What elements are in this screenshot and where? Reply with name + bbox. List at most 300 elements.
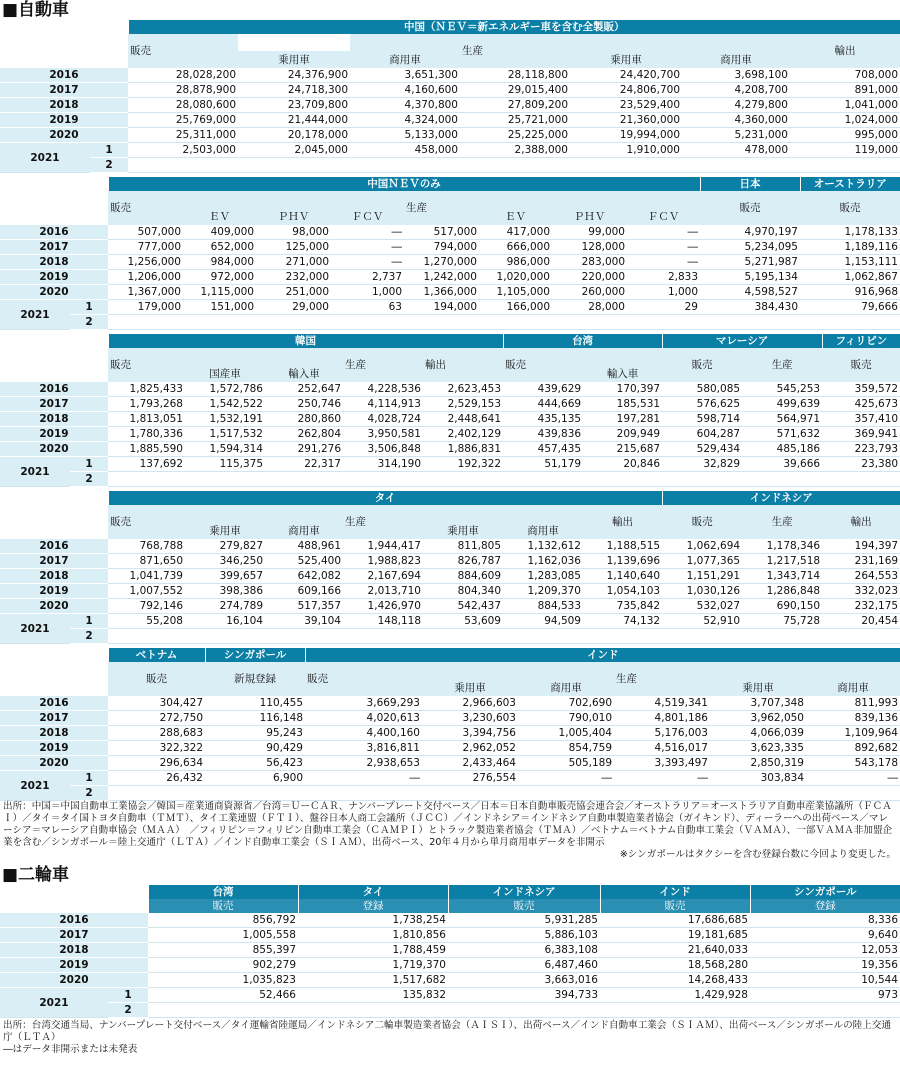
- value-cell: 598,714: [662, 412, 742, 427]
- year-label: 2016: [0, 382, 108, 397]
- value-cell: 1,813,051: [108, 412, 185, 427]
- value-cell: 2,962,052: [422, 741, 518, 756]
- value-cell: [185, 472, 265, 487]
- month-label: 2: [70, 472, 108, 487]
- value-cell: 25,721,000: [460, 113, 570, 128]
- value-cell: 90,429: [205, 741, 305, 756]
- value-cell: ―: [331, 240, 404, 255]
- value-cell: 4,324,000: [350, 113, 460, 128]
- value-cell: [343, 629, 423, 644]
- value-cell: 151,000: [183, 300, 256, 315]
- month-label: 1: [108, 988, 148, 1003]
- value-cell: [790, 158, 900, 173]
- singapore-note: ※シンガポールはタクシーを含む登録台数に今回より変更した。: [619, 849, 896, 860]
- value-cell: 215,687: [583, 442, 662, 457]
- value-cell: 170,397: [583, 382, 662, 397]
- header-thailand: タイ: [108, 491, 662, 505]
- value-cell: 1,005,404: [518, 726, 614, 741]
- header-sales: 販売: [700, 191, 800, 225]
- year-label: 2017: [0, 240, 108, 255]
- header-sales: 販売: [800, 191, 900, 225]
- value-cell: 28,000: [552, 300, 627, 315]
- value-cell: 2,833: [627, 270, 700, 285]
- value-cell: 478,000: [682, 143, 790, 158]
- value-cell: 98,000: [256, 225, 331, 240]
- year-label: 2019: [0, 270, 108, 285]
- header-new-registration: 新規登録: [205, 662, 305, 696]
- value-cell: 4,066,039: [710, 726, 806, 741]
- value-cell: 777,000: [108, 240, 183, 255]
- value-cell: [750, 1003, 900, 1018]
- value-cell: 3,816,811: [305, 741, 422, 756]
- value-cell: [583, 629, 662, 644]
- value-cell: 19,181,685: [600, 928, 750, 943]
- table-row: [0, 756, 900, 771]
- year-label: 2020: [0, 285, 108, 300]
- value-cell: 3,698,100: [682, 68, 790, 83]
- value-cell: 1,153,111: [800, 255, 900, 270]
- header-production: 生産: [742, 505, 822, 539]
- section-title-motorcycle: ■二輪車: [2, 865, 70, 885]
- year-2021-label: 2021: [0, 143, 90, 173]
- table-row: [0, 988, 900, 1003]
- year-label: 2016: [0, 696, 108, 711]
- value-cell: 1,719,370: [298, 958, 448, 973]
- value-cell: 1,189,116: [800, 240, 900, 255]
- value-cell: 1,151,291: [662, 569, 742, 584]
- value-cell: 28,118,800: [460, 68, 570, 83]
- value-cell: 272,750: [108, 711, 205, 726]
- value-cell: 125,000: [256, 240, 331, 255]
- value-cell: 768,788: [108, 539, 185, 554]
- value-cell: [662, 629, 742, 644]
- year-label: 2020: [0, 599, 108, 614]
- value-cell: [682, 158, 790, 173]
- year-2021-label: 2021: [0, 614, 70, 644]
- value-cell: 2,167,694: [343, 569, 423, 584]
- value-cell: 63: [331, 300, 404, 315]
- header-japan: 日本: [700, 177, 800, 191]
- value-cell: [448, 1003, 600, 1018]
- table-row: [0, 786, 900, 801]
- value-cell: 916,968: [800, 285, 900, 300]
- value-cell: [185, 629, 265, 644]
- value-cell: 439,836: [503, 427, 583, 442]
- value-cell: 2,938,653: [305, 756, 422, 771]
- table-row: [0, 472, 900, 487]
- value-cell: [460, 158, 570, 173]
- value-cell: [422, 786, 518, 801]
- value-cell: 1,542,522: [185, 397, 265, 412]
- value-cell: 652,000: [183, 240, 256, 255]
- table-row: [0, 412, 900, 427]
- value-cell: 532,027: [662, 599, 742, 614]
- year-2021-label: 2021: [0, 988, 108, 1018]
- year-label: 2017: [0, 554, 108, 569]
- value-cell: 1,788,459: [298, 943, 448, 958]
- value-cell: 1,000: [331, 285, 404, 300]
- value-cell: ―: [331, 255, 404, 270]
- table-nev-japan-australia: [0, 177, 900, 330]
- header-production: 生産: [614, 662, 710, 696]
- value-cell: 505,189: [518, 756, 614, 771]
- table-row: [0, 240, 900, 255]
- header-passenger: 乗用車: [422, 679, 518, 696]
- value-cell: 23,529,400: [570, 98, 682, 113]
- table-row: [0, 158, 900, 173]
- value-cell: 1,738,254: [298, 913, 448, 928]
- table-row: [0, 457, 900, 472]
- header-vietnam: ベトナム: [108, 648, 205, 662]
- month-label: 1: [70, 457, 108, 472]
- header-commercial: 商用車: [806, 679, 900, 696]
- value-cell: 2,448,641: [423, 412, 503, 427]
- value-cell: 4,228,536: [343, 382, 423, 397]
- value-cell: 19,356: [750, 958, 900, 973]
- header-australia: オーストラリア: [800, 177, 900, 191]
- table-row: [0, 943, 900, 958]
- year-label: 2019: [0, 741, 108, 756]
- value-cell: 1,988,823: [343, 554, 423, 569]
- value-cell: 260,000: [552, 285, 627, 300]
- value-cell: ―: [614, 771, 710, 786]
- header-korea: 韓国: [108, 334, 503, 348]
- header-production: 生産: [404, 191, 479, 225]
- value-cell: [822, 472, 900, 487]
- value-cell: 1,532,191: [185, 412, 265, 427]
- year-label: 2018: [0, 412, 108, 427]
- value-cell: 1,206,000: [108, 270, 183, 285]
- table-row: [0, 741, 900, 756]
- header-sales: 販売: [108, 191, 183, 225]
- value-cell: 209,949: [583, 427, 662, 442]
- value-cell: 811,805: [423, 539, 503, 554]
- value-cell: 2,966,603: [422, 696, 518, 711]
- table-row: [0, 83, 900, 98]
- table-row: [0, 270, 900, 285]
- value-cell: 580,085: [662, 382, 742, 397]
- value-cell: [479, 315, 552, 330]
- value-cell: 95,243: [205, 726, 305, 741]
- table-china: [0, 20, 900, 173]
- value-cell: 543,178: [806, 756, 900, 771]
- value-cell: 856,792: [148, 913, 298, 928]
- value-cell: 346,250: [185, 554, 265, 569]
- value-cell: 3,663,016: [448, 973, 600, 988]
- value-cell: 137,692: [108, 457, 185, 472]
- value-cell: ―: [518, 771, 614, 786]
- value-cell: 1,115,000: [183, 285, 256, 300]
- header-sales: 販売: [128, 34, 238, 68]
- value-cell: 4,970,197: [700, 225, 800, 240]
- value-cell: [614, 786, 710, 801]
- value-cell: [806, 786, 900, 801]
- value-cell: 666,000: [479, 240, 552, 255]
- source-note-motorcycle: 出所：台湾交通当局、ナンバープレート交付ベース／タイ運輸省陸運局／インドネシア二輪車製造業者協会（ＡＩＳＩ）、出荷ベース／インド自動車工業会（ＳＩＡＭ）、出荷ベース／シンガポールの陸上交通庁（ＬＴＡ）: [3, 1020, 892, 1043]
- value-cell: [205, 786, 305, 801]
- header-commercial: 商用車: [265, 522, 343, 539]
- value-cell: 25,311,000: [128, 128, 238, 143]
- value-cell: 19,994,000: [570, 128, 682, 143]
- value-cell: 3,394,756: [422, 726, 518, 741]
- table-row: [0, 255, 900, 270]
- table-row: [0, 113, 900, 128]
- value-cell: 1,366,000: [404, 285, 479, 300]
- value-cell: 24,376,900: [238, 68, 350, 83]
- value-cell: 1,030,126: [662, 584, 742, 599]
- section-title-auto: ■自動車: [2, 0, 70, 20]
- value-cell: 1,429,928: [600, 988, 750, 1003]
- header-commercial: 商用車: [518, 679, 614, 696]
- header-singapore: シンガポール: [205, 648, 305, 662]
- year-label: 2017: [0, 397, 108, 412]
- month-label: 2: [70, 315, 108, 330]
- value-cell: 5,176,003: [614, 726, 710, 741]
- header-sales: 販売: [108, 505, 185, 539]
- value-cell: 1,140,640: [583, 569, 662, 584]
- value-cell: 1,217,518: [742, 554, 822, 569]
- value-cell: 1,885,590: [108, 442, 185, 457]
- header-indonesia: インドネシア: [662, 491, 900, 505]
- value-cell: 1,793,268: [108, 397, 185, 412]
- year-label: 2019: [0, 427, 108, 442]
- value-cell: 5,195,134: [700, 270, 800, 285]
- value-cell: [583, 472, 662, 487]
- value-cell: 32,829: [662, 457, 742, 472]
- value-cell: [518, 786, 614, 801]
- value-cell: 303,834: [710, 771, 806, 786]
- value-cell: 2,503,000: [128, 143, 238, 158]
- value-cell: 1,944,417: [343, 539, 423, 554]
- value-cell: [331, 315, 404, 330]
- header-country: タイ: [298, 885, 448, 899]
- value-cell: [742, 629, 822, 644]
- value-cell: 296,634: [108, 756, 205, 771]
- value-cell: 4,020,613: [305, 711, 422, 726]
- value-cell: ―: [627, 225, 700, 240]
- header-ev: ＥＶ: [183, 208, 256, 225]
- value-cell: 2,529,153: [423, 397, 503, 412]
- header-domestic: 国産車: [185, 365, 265, 382]
- value-cell: 902,279: [148, 958, 298, 973]
- value-cell: [148, 1003, 298, 1018]
- value-cell: 223,793: [822, 442, 900, 457]
- value-cell: 6,900: [205, 771, 305, 786]
- value-cell: 94,509: [503, 614, 583, 629]
- header-taiwan: 台湾: [503, 334, 662, 348]
- value-cell: 2,623,453: [423, 382, 503, 397]
- header-china: 中国（ＮＥＶ＝新エネルギー車を含む全製販）: [128, 20, 900, 34]
- value-cell: ―: [627, 240, 700, 255]
- value-cell: [265, 629, 343, 644]
- value-cell: 545,253: [742, 382, 822, 397]
- value-cell: 1,426,970: [343, 599, 423, 614]
- value-cell: ―: [627, 255, 700, 270]
- value-cell: 220,000: [552, 270, 627, 285]
- value-cell: [503, 472, 583, 487]
- table-row: [0, 771, 900, 786]
- value-cell: 1,005,558: [148, 928, 298, 943]
- header-metric: 販売: [448, 899, 600, 913]
- value-cell: [570, 158, 682, 173]
- source-note-auto: 出所：中国＝中国自動車工業協会／韓国＝産業通商資源省／台湾＝ＵーＣＡＲ、ナンバープレート交付ベース／日本＝日本自動車販売協会連合会／オーストラリア＝オーストラリア自動車産業協議所（ＦＣＡＩ）／タイ＝タイ国トヨタ自動車（ＴＭＴ）、タイ工業連盟（ＦＴＩ）、盤谷日本人商工会議所（ＪＣＣ）／インドネシア＝インドネシア自動車製造業者協会（ガイキンド）、ディーラーへの出荷ベース／マレーシア＝マレーシア自動車協会（ＭＡＡ） ／フィリピン＝フィリピン自動車工業会（ＣＡＭＰＩ）とトラック製造業者協会（ＴＭＡ）／ベトナム＝ベトナム自動車工業会（ＶＡＭＡ）、一部ＶＡＭＡ非加盟企業を含む／シンガポール＝陸上交通庁（ＬＴＡ）／インド自動車工業会（ＳＩＡＭ）、出荷ベース、20年４月から単月商用車データを非開示: [3, 801, 893, 848]
- table-row: [0, 285, 900, 300]
- month-label: 2: [108, 1003, 148, 1018]
- header-passenger: 乗用車: [238, 51, 350, 68]
- table-row: [0, 696, 900, 711]
- value-cell: 604,287: [662, 427, 742, 442]
- value-cell: 25,769,000: [128, 113, 238, 128]
- value-cell: 3,651,300: [350, 68, 460, 83]
- value-cell: 20,846: [583, 457, 662, 472]
- value-cell: [404, 315, 479, 330]
- year-2021-label: 2021: [0, 771, 70, 801]
- year-label: 2018: [0, 943, 148, 958]
- value-cell: 457,435: [503, 442, 583, 457]
- header-metric: 登録: [750, 899, 900, 913]
- value-cell: 1,041,739: [108, 569, 185, 584]
- value-cell: [343, 472, 423, 487]
- header-sales: 販売: [662, 348, 742, 382]
- value-cell: 1,256,000: [108, 255, 183, 270]
- value-cell: [108, 472, 185, 487]
- value-cell: 571,632: [742, 427, 822, 442]
- value-cell: 14,268,433: [600, 973, 750, 988]
- value-cell: 507,000: [108, 225, 183, 240]
- header-metric: 登録: [298, 899, 448, 913]
- value-cell: 251,000: [256, 285, 331, 300]
- value-cell: [423, 472, 503, 487]
- value-cell: 790,010: [518, 711, 614, 726]
- value-cell: 529,434: [662, 442, 742, 457]
- value-cell: 5,886,103: [448, 928, 600, 943]
- value-cell: 3,707,348: [710, 696, 806, 711]
- value-cell: 1,367,000: [108, 285, 183, 300]
- value-cell: 28,080,600: [128, 98, 238, 113]
- value-cell: 18,568,280: [600, 958, 750, 973]
- value-cell: 3,623,335: [710, 741, 806, 756]
- table-vietnam-singapore-india: [0, 648, 900, 801]
- value-cell: [108, 629, 185, 644]
- value-cell: 4,360,000: [682, 113, 790, 128]
- value-cell: 166,000: [479, 300, 552, 315]
- value-cell: 4,519,341: [614, 696, 710, 711]
- value-cell: 5,234,095: [700, 240, 800, 255]
- value-cell: 1,780,336: [108, 427, 185, 442]
- table-row: [0, 973, 900, 988]
- value-cell: 26,432: [108, 771, 205, 786]
- year-label: 2017: [0, 83, 128, 98]
- value-cell: 291,276: [265, 442, 343, 457]
- value-cell: 264,553: [822, 569, 900, 584]
- value-cell: 4,516,017: [614, 741, 710, 756]
- value-cell: 359,572: [822, 382, 900, 397]
- value-cell: 5,231,000: [682, 128, 790, 143]
- value-cell: 399,657: [185, 569, 265, 584]
- value-cell: 826,787: [423, 554, 503, 569]
- header-metric: 販売: [600, 899, 750, 913]
- value-cell: 28,028,200: [128, 68, 238, 83]
- value-cell: 839,136: [806, 711, 900, 726]
- value-cell: [298, 1003, 448, 1018]
- value-cell: 128,000: [552, 240, 627, 255]
- value-cell: 384,430: [700, 300, 800, 315]
- table-row: [0, 315, 900, 330]
- value-cell: 53,609: [423, 614, 503, 629]
- value-cell: 986,000: [479, 255, 552, 270]
- table-row: [0, 913, 900, 928]
- value-cell: 23,709,800: [238, 98, 350, 113]
- value-cell: 4,370,800: [350, 98, 460, 113]
- value-cell: 972,000: [183, 270, 256, 285]
- header-philippines: フィリピン: [822, 334, 900, 348]
- value-cell: 804,340: [423, 584, 503, 599]
- header-production: 生産: [460, 34, 570, 68]
- value-cell: 1,209,370: [503, 584, 583, 599]
- value-cell: 51,179: [503, 457, 583, 472]
- table-row: [0, 143, 900, 158]
- table-korea-taiwan-malaysia-philippines: [0, 334, 900, 487]
- value-cell: 1,517,682: [298, 973, 448, 988]
- table-row: [0, 726, 900, 741]
- value-cell: 25,225,000: [460, 128, 570, 143]
- value-cell: 9,640: [750, 928, 900, 943]
- value-cell: 499,639: [742, 397, 822, 412]
- value-cell: 179,000: [108, 300, 183, 315]
- month-label: 1: [70, 614, 108, 629]
- value-cell: 1,077,365: [662, 554, 742, 569]
- value-cell: 854,759: [518, 741, 614, 756]
- value-cell: 24,806,700: [570, 83, 682, 98]
- month-label: 2: [90, 158, 128, 173]
- value-cell: 1,054,103: [583, 584, 662, 599]
- value-cell: 884,609: [423, 569, 503, 584]
- value-cell: 119,000: [790, 143, 900, 158]
- year-label: 2018: [0, 569, 108, 584]
- table-row: [0, 629, 900, 644]
- table-row: [0, 711, 900, 726]
- value-cell: 4,114,913: [343, 397, 423, 412]
- value-cell: 29,000: [256, 300, 331, 315]
- year-label: 2020: [0, 973, 148, 988]
- value-cell: 288,683: [108, 726, 205, 741]
- value-cell: 794,000: [404, 240, 479, 255]
- value-cell: 409,000: [183, 225, 256, 240]
- value-cell: 1,139,696: [583, 554, 662, 569]
- header-export: 輸出: [790, 34, 900, 68]
- value-cell: 891,000: [790, 83, 900, 98]
- value-cell: 56,423: [205, 756, 305, 771]
- value-cell: [265, 472, 343, 487]
- header-passenger: 乗用車: [423, 522, 503, 539]
- value-cell: 279,827: [185, 539, 265, 554]
- value-cell: [800, 315, 900, 330]
- year-label: 2016: [0, 913, 148, 928]
- table-row: [0, 584, 900, 599]
- value-cell: 197,281: [583, 412, 662, 427]
- value-cell: 1,007,552: [108, 584, 185, 599]
- header-production: 生産: [343, 505, 423, 539]
- value-cell: 1,910,000: [570, 143, 682, 158]
- value-cell: 1,041,000: [790, 98, 900, 113]
- value-cell: 20,454: [822, 614, 900, 629]
- value-cell: 892,682: [806, 741, 900, 756]
- value-cell: 29,015,400: [460, 83, 570, 98]
- value-cell: [742, 472, 822, 487]
- value-cell: 5,931,285: [448, 913, 600, 928]
- header-export: 輸出: [583, 505, 662, 539]
- value-cell: [305, 786, 422, 801]
